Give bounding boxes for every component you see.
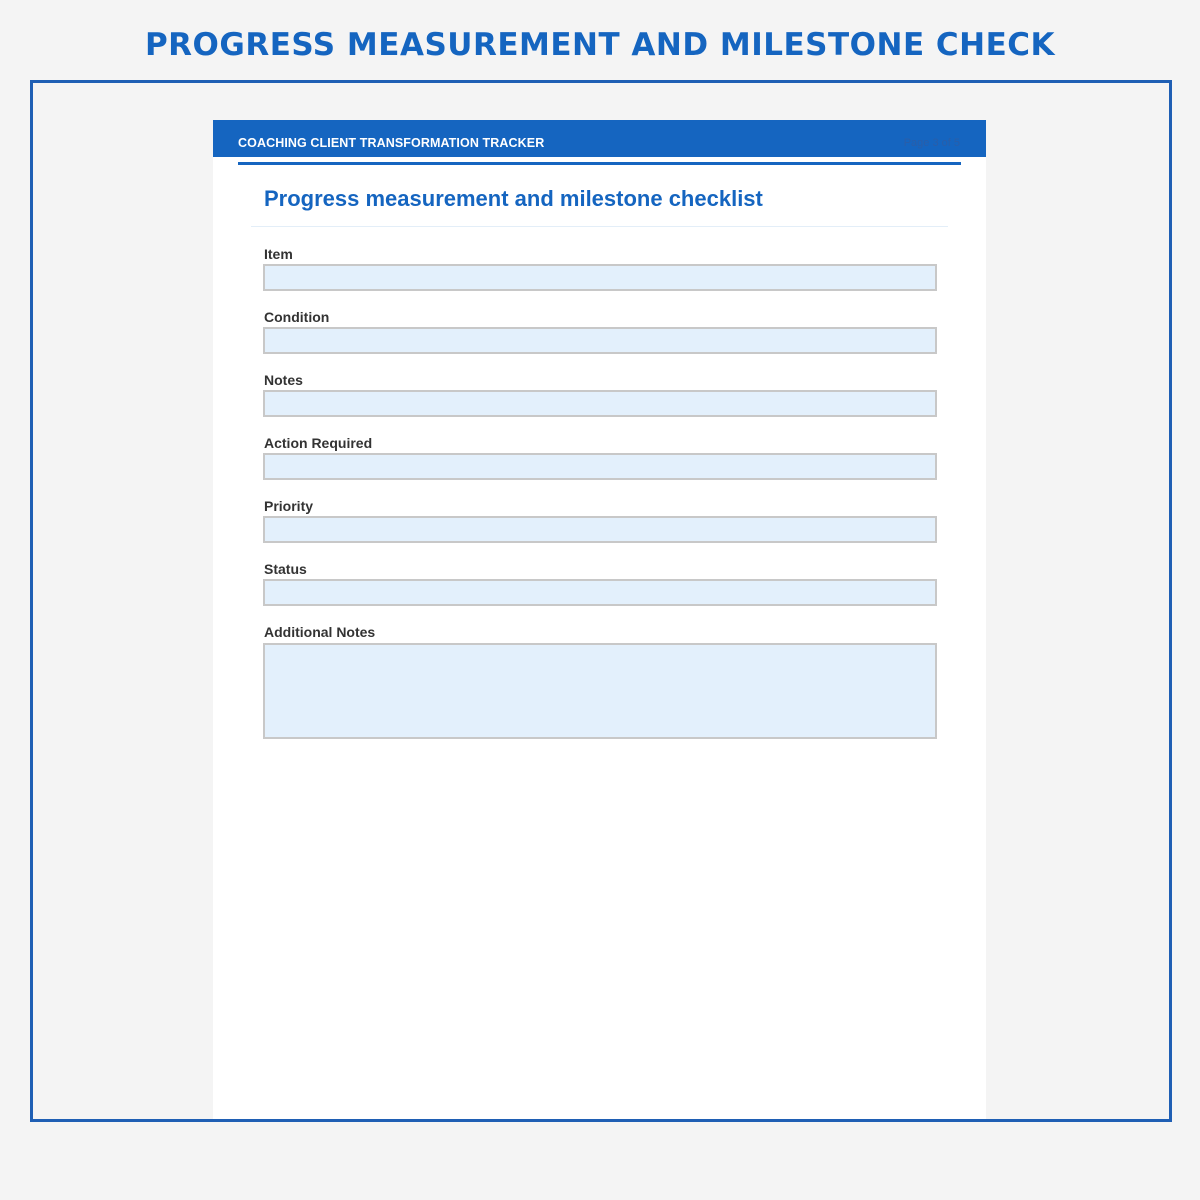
header-divider <box>238 162 961 165</box>
priority-field[interactable] <box>263 516 937 543</box>
additional-notes-field[interactable] <box>263 643 937 739</box>
action-required-field[interactable] <box>263 453 937 480</box>
notes-label: Notes <box>264 372 303 388</box>
page-title: PROGRESS MEASUREMENT AND MILESTONE CHECK <box>144 27 1056 63</box>
priority-label: Priority <box>264 498 314 514</box>
document-header-title: COACHING CLIENT TRANSFORMATION TRACKER <box>238 136 545 150</box>
condition-field[interactable] <box>263 327 937 354</box>
item-field[interactable] <box>263 264 937 291</box>
additional-notes-label: Additional Notes <box>264 624 376 640</box>
document-viewer-frame <box>30 80 1172 1122</box>
condition-label: Condition <box>264 309 330 325</box>
document-page <box>213 120 986 1122</box>
form-title: Progress measurement and milestone checklist <box>264 186 763 211</box>
action-required-label: Action Required <box>264 435 373 451</box>
item-label: Item <box>264 246 293 262</box>
page-indicator: Page 3 of 5 <box>903 137 960 149</box>
document-header-bar <box>213 120 986 157</box>
status-field[interactable] <box>263 579 937 606</box>
status-label: Status <box>264 561 307 577</box>
notes-field[interactable] <box>263 390 937 417</box>
form-title-divider <box>251 226 948 227</box>
